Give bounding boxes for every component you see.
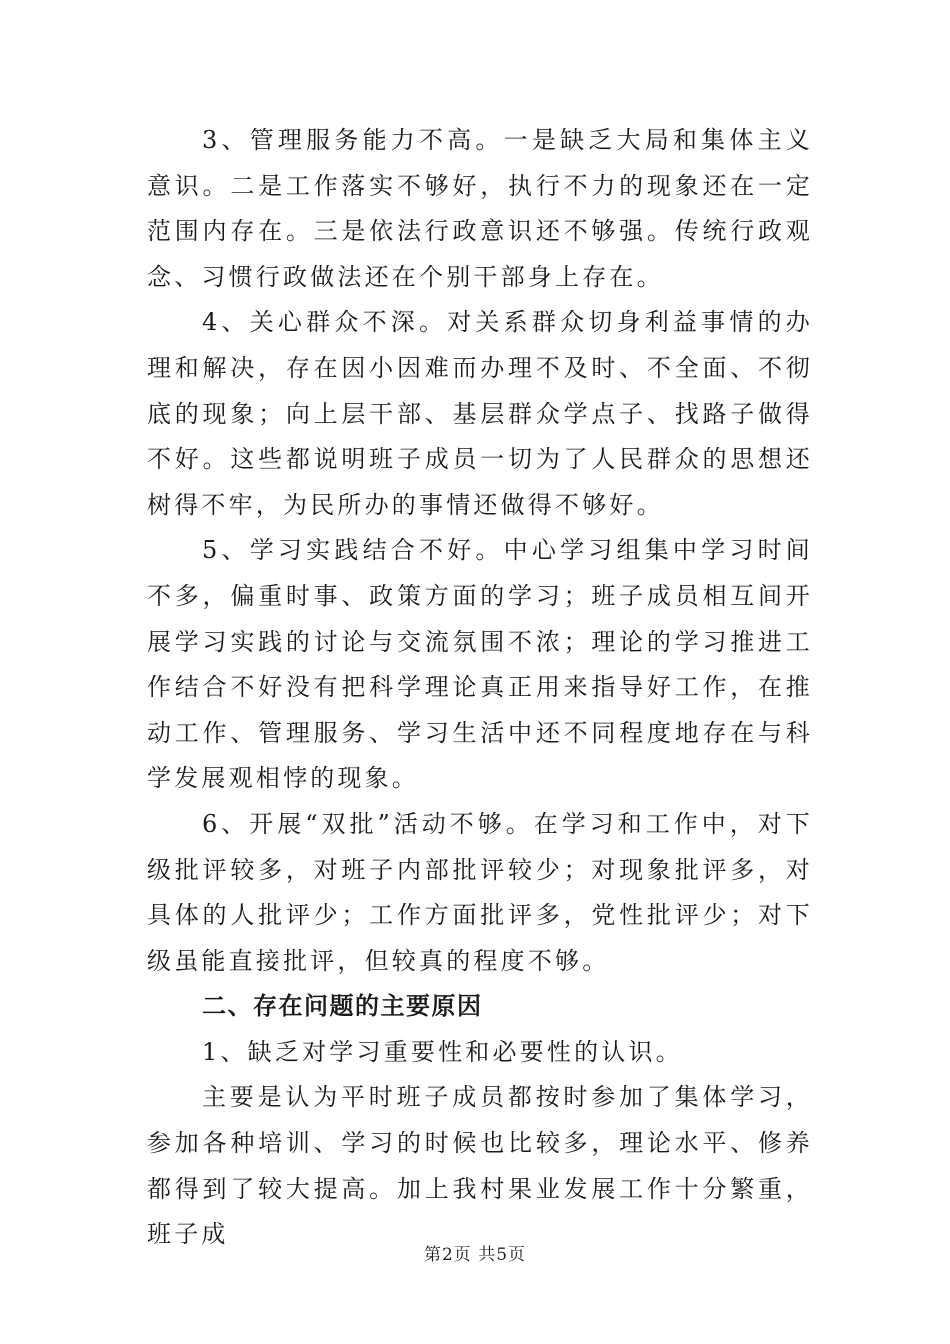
paragraph-point-5: 5、学习实践结合不好。中心学习组集中学习时间不多，偏重时事、政策方面的学习；班子成员相互间开展学习实践的讨论与交流氛围不浓；理论的学习推进工作结合不好没有把科学理论真正用来指导好工作，在推动工作、管理服务、学习生活中还不同程度地存在与科学发展观相悖的现象。 [147, 536, 813, 793]
section-heading: 二、存在问题的主要原因 [202, 992, 483, 1021]
subpoint-1: 1、缺乏对学习重要性和必要性的认识。 [202, 1037, 683, 1066]
page-number-footer: 第2页 共5页 [423, 1245, 527, 1265]
paragraph-point-3: 3、管理服务能力不高。一是缺乏大局和集体主义意识。二是工作落实不够好，执行不力的现象还在一定范围内存在。三是依法行政意识还不够强。传统行政观念、习惯行政做法还在个别干部身上存在。 [147, 126, 813, 291]
document-body [147, 118, 813, 1258]
paragraph-reason: 主要是认为平时班子成员都按时参加了集体学习，参加各种培训、学习的时候也比较多，理论水平、修养都得到了较大提高。加上我村果业发展工作十分繁重，班子成 [147, 1083, 813, 1249]
paragraph-point-6: 6、开展“双批”活动不够。在学习和工作中，对下级批评较多，对班子内部批评较少；对现象批评多，对具体的人批评少；工作方面批评多，党性批评少；对下级虽能直接批评，但较真的程度不够。 [147, 809, 813, 975]
paragraph-point-4: 4、关心群众不深。对关系群众切身利益事情的办理和解决，存在因小因难而办理不及时、不全面、不彻底的现象；向上层干部、基层群众学点子、找路子做得不好。这些都说明班子成员一切为了人民群众的思想还树得不牢，为民所办的事情还做得不够好。 [147, 308, 813, 519]
